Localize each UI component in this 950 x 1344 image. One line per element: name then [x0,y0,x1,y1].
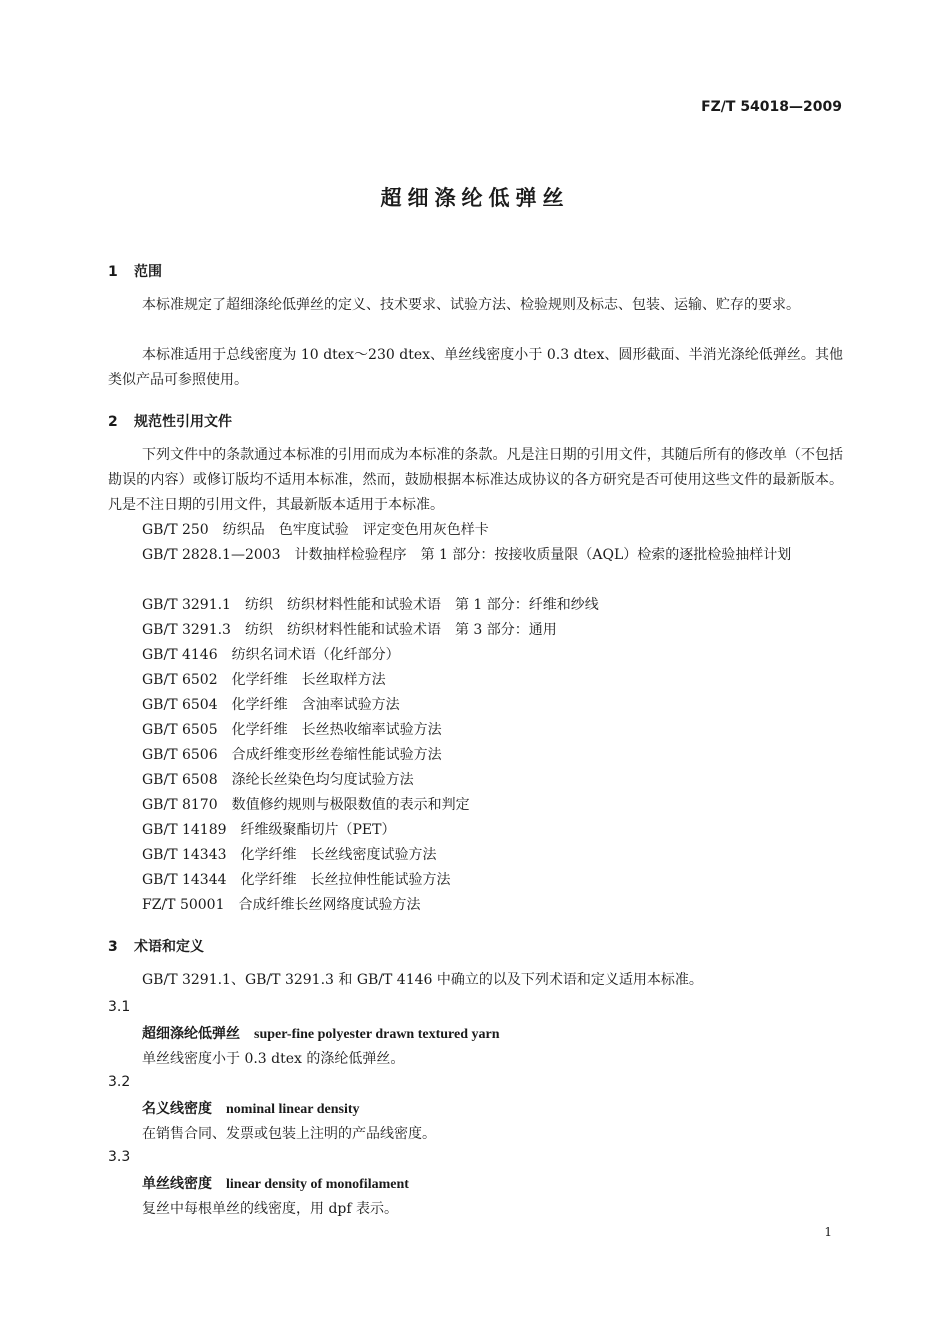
reference-item [142,693,843,718]
reference-title: 化学纤维 含油率试验方法 [231,697,400,713]
reference-code: GB/T 250 [142,522,209,538]
term-zh: 超细涤纶低弹丝 [142,1026,240,1042]
section-title: 规范性引用文件 [134,414,232,430]
section-3-heading [108,936,204,956]
term-number: 3.2 [108,1074,131,1090]
section-number: 3 [108,939,118,955]
reference-title: 纺织 纺织材料性能和试验术语 第 1 部分：纤维和纱线 [244,597,599,613]
reference-title: 涤纶长丝染色均匀度试验方法 [231,772,414,788]
reference-title: 纤维级聚酯切片（PET） [240,822,396,838]
reference-code: GB/T 3291.1 [142,597,231,613]
term-en: nominal linear density [226,1102,360,1117]
section-title: 术语和定义 [134,939,204,955]
reference-item [142,868,843,893]
reference-item [142,518,843,543]
reference-title: 合成纤维长丝网络度试验方法 [238,897,421,913]
section-2-paragraph-1: 下列文件中的条款通过本标准的引用而成为本标准的条款。凡是注日期的引用文件，其随后所有的修改单（不包括勘误的内容）或修订版均不适用本标准，然而，鼓励根据本标准达成协议的各方研究是否可使用这些文件的最新版本。凡是不注日期的引用文件，其最新版本适用于本标准。 [108,447,843,513]
reference-item [142,593,843,618]
reference-code: GB/T 6505 [142,722,218,738]
reference-item [142,643,843,668]
term-heading [142,1023,500,1043]
reference-title: 纺织 纺织材料性能和试验术语 第 3 部分：通用 [244,622,557,638]
reference-code: GB/T 6504 [142,697,218,713]
reference-code: GB/T 6506 [142,747,218,763]
reference-code: GB/T 14189 [142,822,227,838]
term-definition: 单丝线密度小于 0.3 dtex 的涤纶低弹丝。 [142,1051,405,1067]
reference-code: GB/T 2828.1—2003 [142,547,281,563]
term-definition: 在销售合同、发票或包装上注明的产品线密度。 [142,1126,436,1142]
term-number: 3.3 [108,1149,131,1165]
reference-title: 化学纤维 长丝热收缩率试验方法 [231,722,442,738]
section-number: 2 [108,414,118,430]
term-heading [142,1173,409,1193]
reference-item [142,668,843,693]
reference-item [142,768,843,793]
reference-item [142,618,843,643]
reference-item [142,793,843,818]
section-3-paragraph-1: GB/T 3291.1、GB/T 3291.3 和 GB/T 4146 中确立的以及下列术语和定义适用本标准。 [142,972,703,988]
reference-title: 计数抽样检验程序 第 1 部分：按接收质量限（AQL）检索的逐批检验抽样计划 [294,547,792,563]
reference-title: 化学纤维 长丝拉伸性能试验方法 [240,872,451,888]
term-zh: 名义线密度 [142,1101,212,1117]
reference-code: GB/T 4146 [142,647,218,663]
reference-title: 纺织名词术语（化纤部分） [231,647,400,663]
reference-code: GB/T 14343 [142,847,227,863]
reference-item [142,818,843,843]
reference-title: 化学纤维 长丝线密度试验方法 [240,847,437,863]
section-1-heading [108,261,162,281]
reference-title: 合成纤维变形丝卷缩性能试验方法 [231,747,442,763]
term-heading [142,1098,360,1118]
reference-code: GB/T 6502 [142,672,218,688]
reference-code: GB/T 3291.3 [142,622,231,638]
reference-item [142,743,843,768]
section-2-heading [108,411,232,431]
reference-item [142,843,843,868]
reference-title: 纺织品 色牢度试验 评定变色用灰色样卡 [222,522,489,538]
term-en: super-fine polyester drawn textured yarn [254,1027,500,1042]
reference-title: 数值修约规则与极限数值的表示和判定 [231,797,470,813]
section-title: 范围 [134,264,162,280]
standard-code: FZ/T 54018—2009 [701,99,842,115]
reference-item [108,543,843,568]
term-definition: 复丝中每根单丝的线密度，用 dpf 表示。 [142,1201,399,1217]
term-number: 3.1 [108,999,131,1015]
reference-item [142,718,843,743]
term-zh: 单丝线密度 [142,1176,212,1192]
reference-item [142,893,843,918]
reference-code: GB/T 14344 [142,872,227,888]
reference-code: FZ/T 50001 [142,897,225,913]
page-number: 1 [824,1225,832,1239]
section-1-paragraph-2: 本标准适用于总线密度为 10 dtex～230 dtex、单丝线密度小于 0.3 dtex、圆形截面、半消光涤纶低弹丝。其他类似产品可参照使用。 [108,347,843,388]
term-en: linear density of monofilament [226,1177,409,1192]
reference-code: GB/T 8170 [142,797,218,813]
section-1-paragraph-1: 本标准规定了超细涤纶低弹丝的定义、技术要求、试验方法、检验规则及标志、包装、运输、贮存的要求。 [142,297,800,313]
reference-title: 化学纤维 长丝取样方法 [231,672,386,688]
reference-code: GB/T 6508 [142,772,218,788]
section-number: 1 [108,264,118,280]
page-title: 超细涤纶低弹丝 [380,186,570,210]
